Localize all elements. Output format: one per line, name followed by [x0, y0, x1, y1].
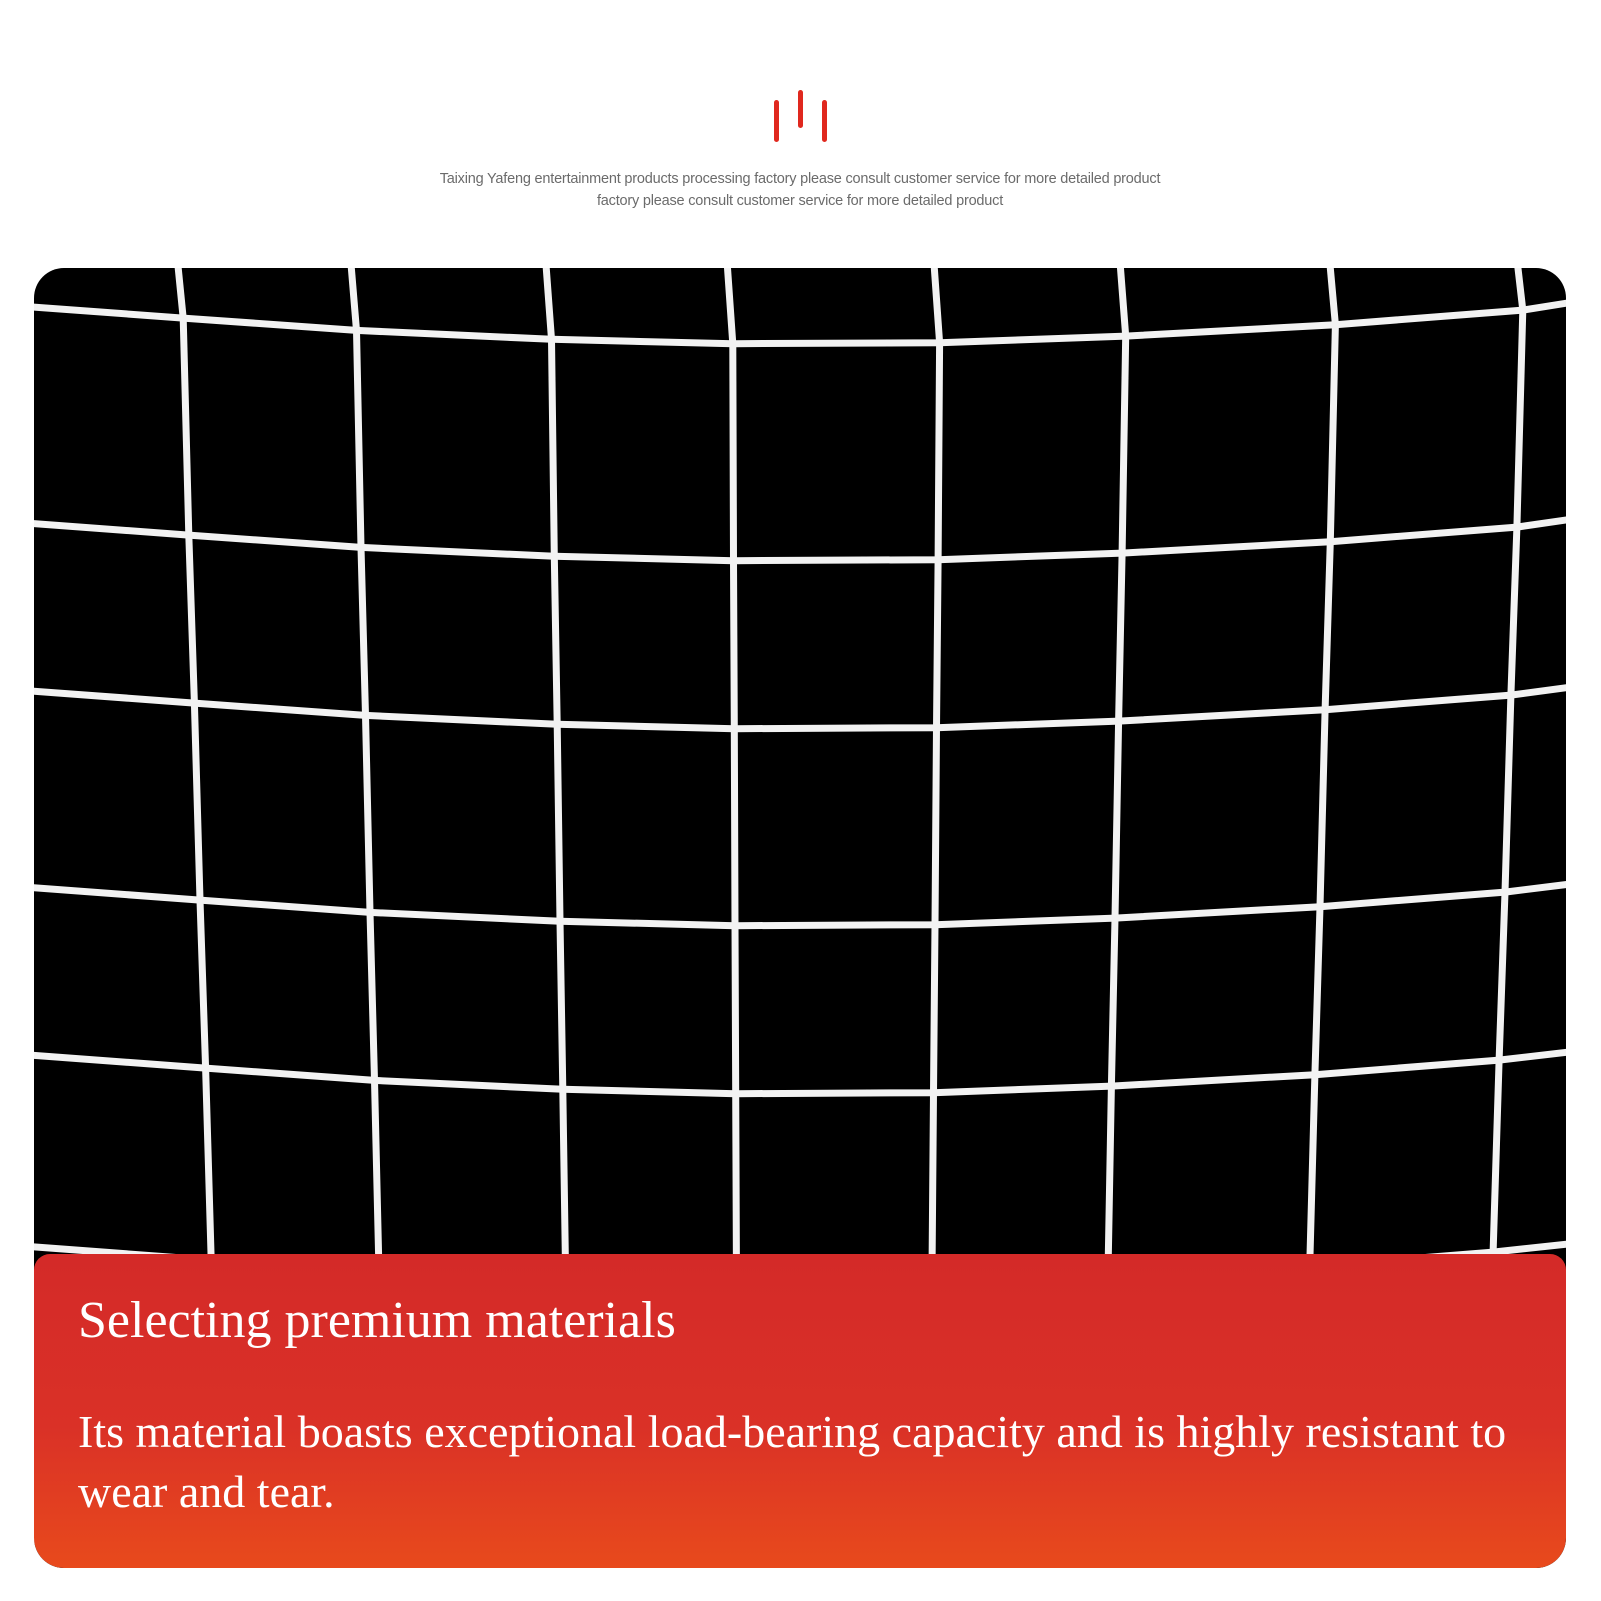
triple-bar-icon: [770, 88, 834, 144]
header-caption: [200, 168, 1400, 212]
header-accent-mark: [770, 88, 834, 144]
header-caption-line-2: factory please consult customer service for more detailed product: [596, 193, 1004, 209]
feature-banner: [34, 1254, 1566, 1568]
header-caption-line-1: Taixing Yafeng entertainment products processing factory please consult customer service for more detailed product: [439, 171, 1161, 187]
net-photo: [34, 268, 1566, 1568]
banner-title: Selecting premium materials: [78, 1292, 676, 1349]
net-cord-horizontal: [34, 882, 1566, 926]
net-cord-horizontal: [34, 517, 1566, 561]
net-cord-horizontal: [34, 1050, 1566, 1094]
banner-body: Its material boasts exceptional load-bearing capacity and is highly resistant to wear and tear.: [78, 1406, 1507, 1517]
net-cord-horizontal: [34, 685, 1566, 729]
